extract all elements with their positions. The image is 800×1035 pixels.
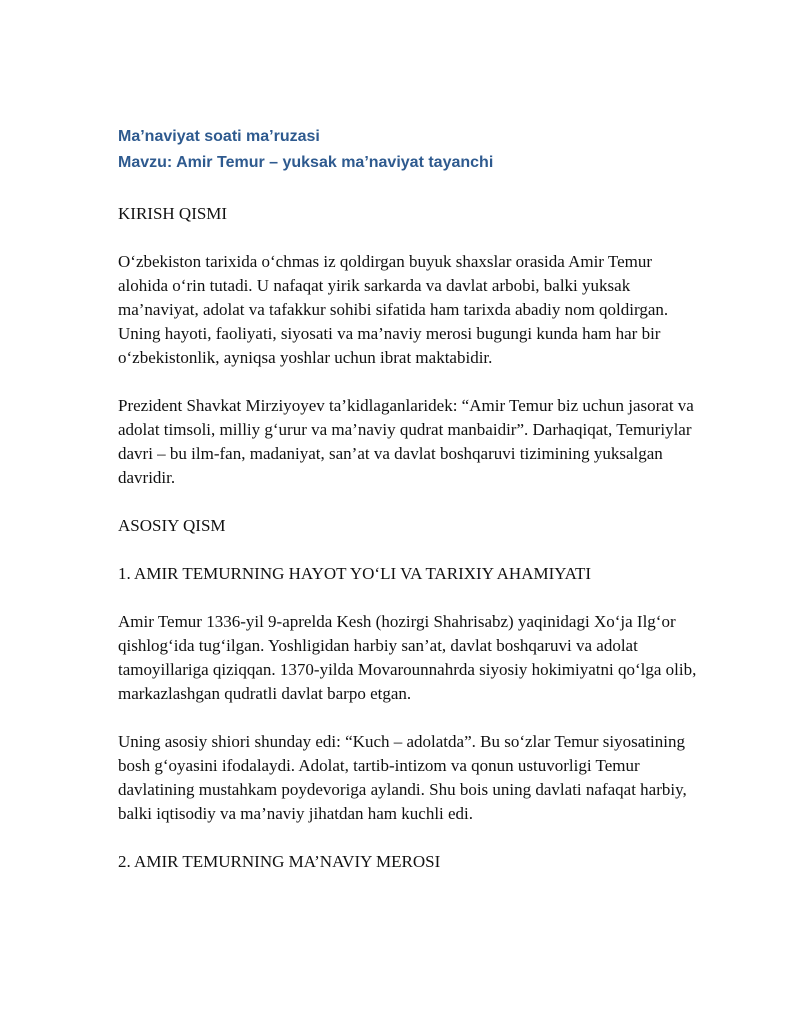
document-subtitle: Mavzu: Amir Temur – yuksak ma’naviyat tayanchi [118, 154, 494, 171]
subsection-heading-1: 1. AMIR TEMURNING HAYOT YO‘LI VA TARIXIY AHAMIYATI [118, 564, 592, 583]
paragraph-intro: O‘zbekiston tarixida o‘chmas iz qoldirgan buyuk shaxslar orasida Amir Temur alohida o‘rin tutadi. U nafaqat yirik sarkarda va davlat arbobi, balki yuksak ma’naviyat, adolat va tafakkur sohibi sifatida ham tarixda abadiy nom qoldirgan. Uning hayoti, faoliyati, siyosati va ma’naviy merosi bugungi kunda ham har bir o‘zbekistonlik, ayniqsa yoshlar uchun ibrat maktabidir. [118, 252, 669, 367]
document-title: Ma’naviyat soati ma’ruzasi [118, 128, 320, 145]
document-body [118, 124, 698, 898]
section-heading-intro: KIRISH QISMI [118, 204, 228, 223]
paragraph-president-quote: Prezident Shavkat Mirziyoyev ta’kidlaganlaridek: “Amir Temur biz uchun jasorat va adolat timsoli, milliy g‘urur va ma’naviy qudrat manbaidir”. Darhaqiqat, Temuriylar davri – bu ilm-fan, madaniyat, san’at va davlat boshqaruvi tizimining yuksalgan davridir. [118, 396, 694, 487]
subsection-heading-2: 2. AMIR TEMURNING MA’NAVIY MEROSI [118, 852, 441, 871]
paragraph-motto: Uning asosiy shiori shunday edi: “Kuch – adolatda”. Bu so‘zlar Temur siyosatining bosh g‘oyasini ifodalaydi. Adolat, tartib-intizom va qonun ustuvorligi Temur davlatining mustahkam poydevoriga aylandi. Shu bois uning davlati nafaqat harbiy, balki iqtisodiy va ma’naviy jihatdan ham kuchli edi. [118, 732, 687, 823]
section-heading-main: ASOSIY QISM [118, 516, 226, 535]
heading-block [118, 124, 698, 176]
paragraph-biography: Amir Temur 1336-yil 9-aprelda Kesh (hozirgi Shahrisabz) yaqinidagi Xo‘ja Ilg‘or qishlog‘ida tug‘ilgan. Yoshligidan harbiy san’at, davlat boshqaruvi va adolat tamoyillariga qiziqqan. 1370-yilda Movarounnahrda siyosiy hokimiyatni qo‘lga olib, markazlashgan qudratli davlat barpo etgan. [118, 612, 697, 703]
